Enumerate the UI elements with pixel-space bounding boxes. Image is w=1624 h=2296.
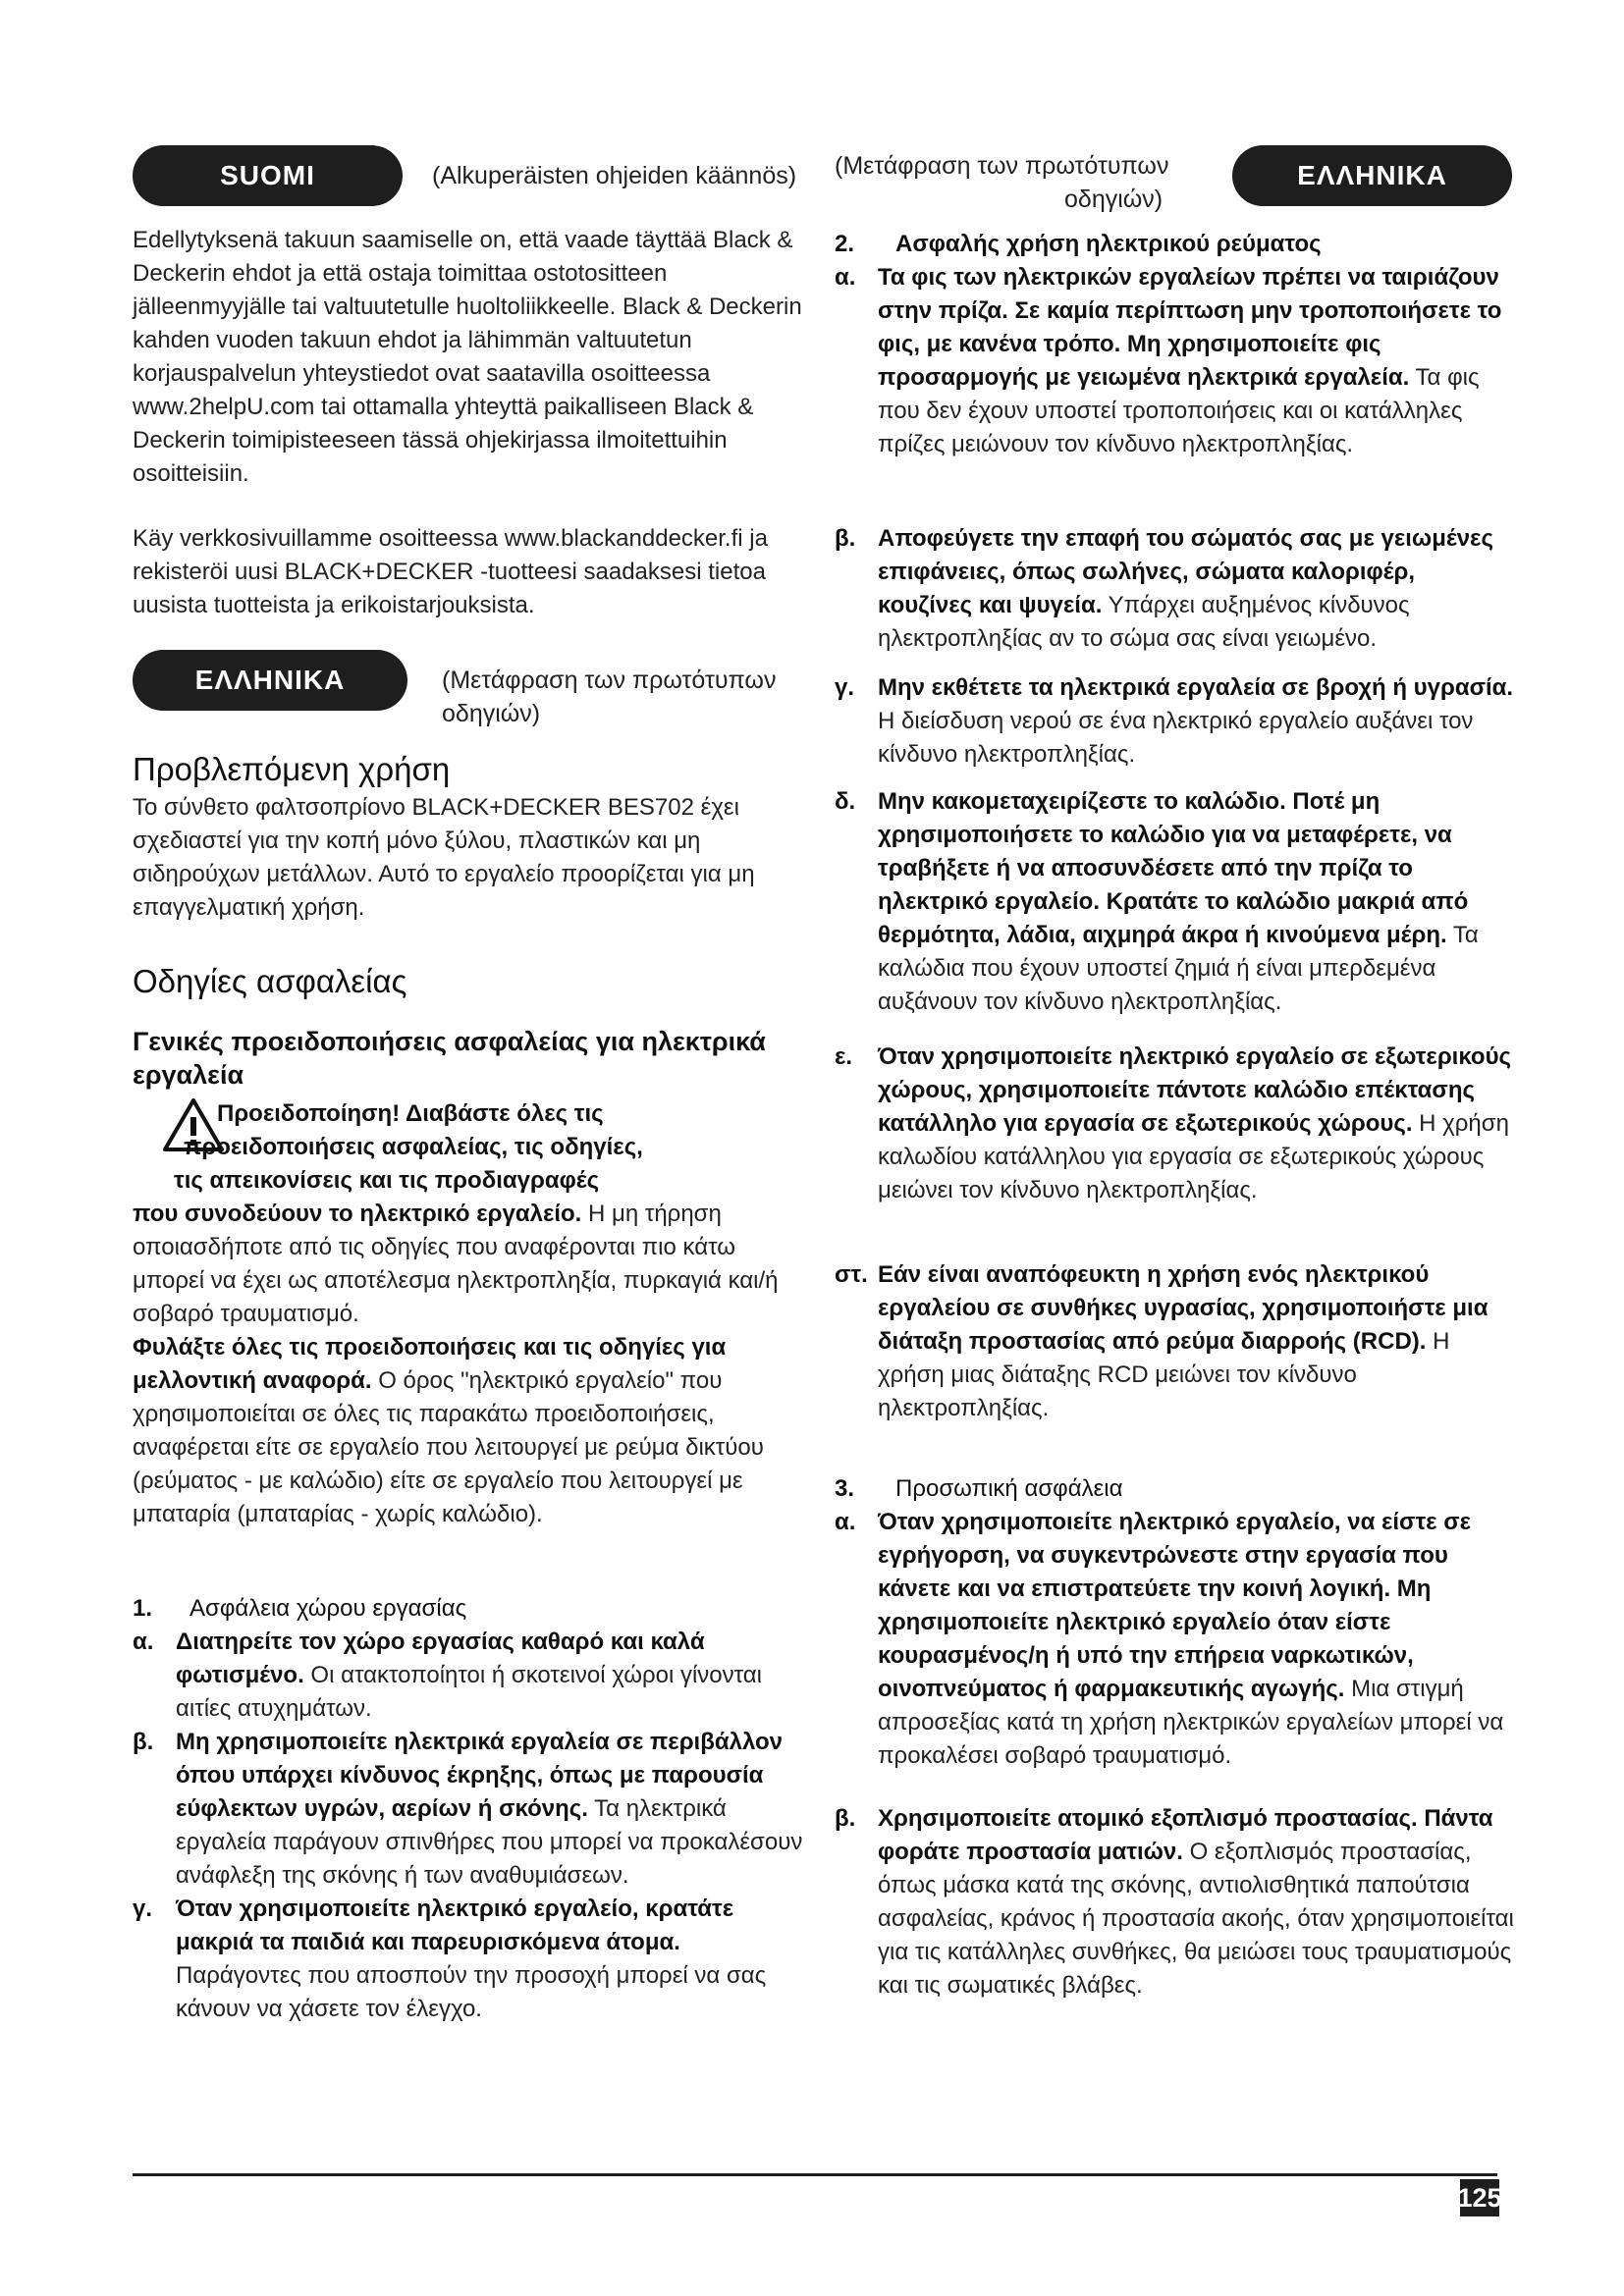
section-1-title: Ασφάλεια χώρου εργασίας: [189, 1595, 467, 1622]
section-1-item-a-rest: Οι ατακτοποίητοι ή σκοτεινοί χώροι γίνονται αιτίες ατυχημάτων.: [176, 1662, 762, 1722]
section-2-title: Ασφαλής χρήση ηλεκτρικού ρεύματος: [895, 231, 1322, 257]
section-3-number: 3.: [835, 1475, 855, 1502]
section-1-number: 1.: [133, 1595, 153, 1622]
warning-paragraph-rest: Η μη τήρηση οποιασδήποτε από τις οδηγίες που αναφέρονται πιο κάτω μπορεί να έχει ως αποτέλεσμα ηλεκτροπληξία, πυρκαγιά και/ή σοβαρό τραυματισμό.: [133, 1201, 779, 1327]
section-1-item-b-rest: Τα ηλεκτρικά εργαλεία παράγουν σπινθήρες που μπορεί να προκαλέσουν ανάφλεξη της σκόνης ή των αναθυμιάσεων.: [176, 1795, 803, 1889]
section-2-item-f-bold: Εάν είναι αναπόφευκτη η χρήση ενός ηλεκτρικού εργαλείου σε συνθήκες υγρασίας, χρησιμοποιήστε μια διάταξη προστασίας από ρεύμα διαρροής (RCD).: [878, 1261, 1489, 1355]
section-3-item-a-marker: α.: [835, 1509, 856, 1535]
section-2-item-b: [835, 522, 1514, 656]
language-badge-ellinika-right: [1232, 145, 1512, 206]
warning-paragraph-bold: που συνοδεύουν το ηλεκτρικό εργαλείο.: [133, 1201, 582, 1227]
general-warnings-subheading: Γενικές προειδοποιήσεις ασφαλείας για ηλεκτρικά εργαλεία: [133, 1027, 766, 1090]
section-3-item-b: [835, 1802, 1514, 2002]
section-3-item-b-bold: Χρησιμοποιείτε ατομικό εξοπλισμό προστασίας. Πάντα φοράτε προστασία ματιών.: [878, 1805, 1493, 1865]
section-2-item-d-rest: Τα καλώδια που έχουν υποστεί ζημιά ή είναι μπερδεμένα αυξάνουν τον κίνδυνο ηλεκτροπληξίας.: [878, 922, 1479, 1015]
section-2-item-a-bold: Τα φις των ηλεκτρικών εργαλείων πρέπει να ταιριάζουν στην πρίζα. Σε καμία περίπτωση μην τροποποιήσετε το φις, με κανένα τρόπο. Μη χρησιμοποιείτε φις προσαρμογής με γειωμένα ηλεκτρικά εργαλεία.: [878, 264, 1502, 391]
section-3-item-a-rest: Μια στιγμή απροσεξίας κατά τη χρήση ηλεκτρικών εργαλείων μπορεί να προκαλέσει σοβαρό τραυματισμό.: [878, 1676, 1504, 1769]
section-2-item-e-rest: Η χρήση καλωδίου κατάλληλου για εργασία σε εξωτερικούς χώρους μειώνει τον κίνδυνο ηλεκτροπληξίας.: [878, 1110, 1509, 1203]
section-2-item-a-marker: α.: [835, 264, 856, 291]
ellinika-right-note-line-2: οδηγιών): [1064, 186, 1164, 213]
section-2-item-d: [835, 785, 1514, 1019]
section-1-heading: [133, 1592, 810, 1626]
page-number: [1457, 2179, 1502, 2216]
section-2-item-c-rest: Η διείσδυση νερού σε ένα ηλεκτρικό εργαλείο αυξάνει τον κίνδυνο ηλεκτροπληξίας.: [878, 708, 1474, 768]
ellinika-right-translation-note: [835, 149, 1208, 216]
section-3-title: Προσωπική ασφάλεια: [895, 1475, 1123, 1502]
section-3-heading: [835, 1472, 1512, 1506]
language-badge-ellinika: [133, 650, 407, 711]
section-2-item-a: [835, 261, 1514, 461]
section-2-item-e-marker: ε.: [835, 1043, 853, 1070]
section-2-item-b-rest: Υπάρχει αυξημένος κίνδυνος ηλεκτροπληξίας αν το σώμα σας είναι γειωμένο.: [878, 592, 1410, 652]
section-2-item-d-marker: δ.: [835, 788, 856, 815]
language-badge-ellinika-right-label: ΕΛΛΗΝΙΚΑ: [1297, 160, 1447, 190]
warning-line-3: τις απεικονίσεις και τις προδιαγραφές: [174, 1167, 600, 1194]
language-badge-suomi: [133, 145, 403, 206]
intended-use-heading: Προβλεπόμενη χρήση: [133, 751, 451, 787]
warning-line-1: Προειδοποίηση! Διαβάστε όλες τις: [217, 1100, 604, 1127]
suomi-translation-note: (Alkuperäisten ohjeiden käännös): [432, 162, 797, 189]
section-2-item-d-bold: Μην κακομεταχειρίζεστε το καλώδιο. Ποτέ μη χρησιμοποιήσετε το καλώδιο για να μεταφέρετε, να τραβήξετε ή να αποσυνδέσετε από την πρίζα το ηλεκτρικό εργαλείο. Κρατάτε το καλώδιο μακριά από θερμότητα, λάδια, αιχμηρά άκρα ή κινούμενα μέρη.: [878, 788, 1469, 948]
language-badge-suomi-label: SUOMI: [220, 160, 315, 190]
section-2-item-b-bold: Αποφεύγετε την επαφή του σώματός σας με γειωμένες επιφάνειες, όπως σωλήνες, σώματα καλοριφέρ, κουζίνες και ψυγεία.: [878, 525, 1493, 618]
section-1-item-b-bold: Μη χρησιμοποιείτε ηλεκτρικά εργαλεία σε περιβάλλον όπου υπάρχει κίνδυνος έκρηξης, όπως με παρουσία εύφλεκτων υγρών, αερίων ή σκόνης.: [176, 1729, 784, 1822]
section-1-item-a-bold: Διατηρείτε τον χώρο εργασίας καθαρό και καλά φωτισμένο.: [176, 1629, 705, 1688]
suomi-register-paragraph: Käy verkkosivuillamme osoitteessa www.blackanddecker.fi ja rekisteröi uusi BLACK+DECKER -tuotteesi saadaksesi tietoa uusista tuotteista ja erikoistarjouksista.: [133, 525, 768, 618]
section-3-item-b-rest: Ο εξοπλισμός προστασίας, όπως μάσκα κατά της σκόνης, αντιολισθητικά παπούτσια ασφαλείας, κράνος ή προστασία ακοής, όταν χρησιμοποιείται για τις κατάλληλες συνθήκες, θα μειώσει τους τραυματισμούς και τις σωματικές βλάβες.: [878, 1839, 1514, 1999]
keep-instructions-bold: Φυλάξτε όλες τις προειδοποιήσεις και τις οδηγίες για μελλοντική αναφορά.: [133, 1334, 727, 1394]
section-1-item-c: [133, 1893, 810, 2026]
section-3-item-b-marker: β.: [835, 1805, 856, 1832]
warning-line-2: προειδοποιήσεις ασφαλείας, τις οδηγίες,: [184, 1134, 643, 1160]
warning-paragraph: [133, 1198, 810, 1331]
section-1-item-c-bold: Όταν χρησιμοποιείτε ηλεκτρικό εργαλείο, κρατάτε μακριά τα παιδιά και παρευρισκόμενα άτομα.: [176, 1896, 734, 1955]
section-3-item-a: [835, 1506, 1514, 1773]
section-2-number: 2.: [835, 231, 855, 257]
ellinika-translation-note: (Μετάφραση των πρωτότυπων οδηγιών): [442, 667, 777, 727]
suomi-warranty-paragraph: Edellytyksenä takuun saamiselle on, että vaade täyttää Black & Deckerin ehdot ja että ostaja toimittaa ostotositteen jälleenmyyjälle tai valtuutetulle huoltoliikkeelle. Black & Deckerin kahden vuoden takuun ehdot ja lähimmän valtuutetun korjauspalvelun yhteystiedot ovat saatavilla osoitteessa www.2helpU.com tai ottamalla yhteyttä paikalliseen Black & Deckerin toimipisteeseen tässä ohjekirjassa ilmoitettuihin osoitteisiin.: [133, 227, 802, 487]
section-2-item-e: [835, 1041, 1514, 1207]
footer-rule: [133, 2173, 1497, 2176]
section-2-item-c-bold: Μην εκθέτετε τα ηλεκτρικά εργαλεία σε βροχή ή υγρασία.: [878, 674, 1514, 701]
section-2-heading: [835, 228, 1512, 261]
keep-instructions-rest: Ο όρος "ηλεκτρικό εργαλείο" που χρησιμοποιείται σε όλες τις παρακάτω προειδοποιήσεις, αναφέρεται είτε σε εργαλείο που λειτουργεί με ρεύμα δικτύου (ρεύματος - με καλώδιο) είτε σε εργαλείο που λειτουργεί με μπαταρία (μπαταρίας - χωρίς καλώδιο).: [133, 1367, 764, 1527]
safety-instructions-heading: Οδηγίες ασφαλείας: [133, 963, 407, 999]
section-2-item-b-marker: β.: [835, 525, 856, 552]
intended-use-text: Το σύνθετο φαλτσοπρίονο BLACK+DECKER BES702 έχει σχεδιαστεί για την κοπή μόνο ξύλου, πλαστικών και μη σιδηρούχων μετάλλων. Αυτό το εργαλείο προορίζεται για μη επαγγελματική χρήση.: [133, 794, 755, 921]
ellinika-right-note-line-1: (Μετάφραση των πρωτότυπων: [835, 152, 1169, 180]
keep-instructions-paragraph: [133, 1331, 810, 1531]
section-1-item-b-marker: β.: [133, 1729, 154, 1755]
section-1-item-a-marker: α.: [133, 1629, 154, 1655]
section-1-item-a: [133, 1626, 810, 1726]
section-2-item-c: [835, 671, 1514, 772]
language-badge-ellinika-label: ΕΛΛΗΝΙΚΑ: [194, 665, 346, 695]
section-2-item-e-bold: Όταν χρησιμοποιείτε ηλεκτρικό εργαλείο σε εξωτερικούς χώρους, χρησιμοποιείτε πάντοτε καλώδιο επέκτασης κατάλληλο για εργασία σε εξωτερικούς χώρους.: [878, 1043, 1512, 1137]
section-2-item-f: [835, 1258, 1514, 1425]
section-3-item-a-bold: Όταν χρησιμοποιείτε ηλεκτρικό εργαλείο, να είστε σε εγρήγορση, να συγκεντρώνεστε στην εργασία που κάνετε και να επιστρατεύετε την κοινή λογική. Μη χρησιμοποιείτε ηλεκτρικό εργαλείο όταν είστε κουρασμένος/η ή υπό την επήρεια ναρκωτικών, οινοπνεύματος ή φαρμακευτικής αγωγής.: [878, 1509, 1472, 1702]
section-2-item-f-rest: Η χρήση μιας διάταξης RCD μειώνει τον κίνδυνο ηλεκτροπληξίας.: [878, 1328, 1450, 1421]
section-1-item-c-marker: γ.: [133, 1896, 153, 1922]
section-2-item-c-marker: γ.: [835, 674, 855, 701]
section-1-item-b: [133, 1726, 810, 1893]
page-number-label: 125: [1457, 2182, 1502, 2213]
section-1-item-c-rest: Παράγοντες που αποσπούν την προσοχή μπορεί να σας κάνουν να χάσετε τον έλεγχο.: [176, 1962, 767, 2022]
section-2-item-f-marker: στ.: [835, 1261, 868, 1288]
section-2-item-a-rest: Τα φις που δεν έχουν υποστεί τροποποιήσεις και οι κατάλληλες πρίζες μειώνουν τον κίνδυνο ηλεκτροπληξίας.: [878, 364, 1480, 457]
